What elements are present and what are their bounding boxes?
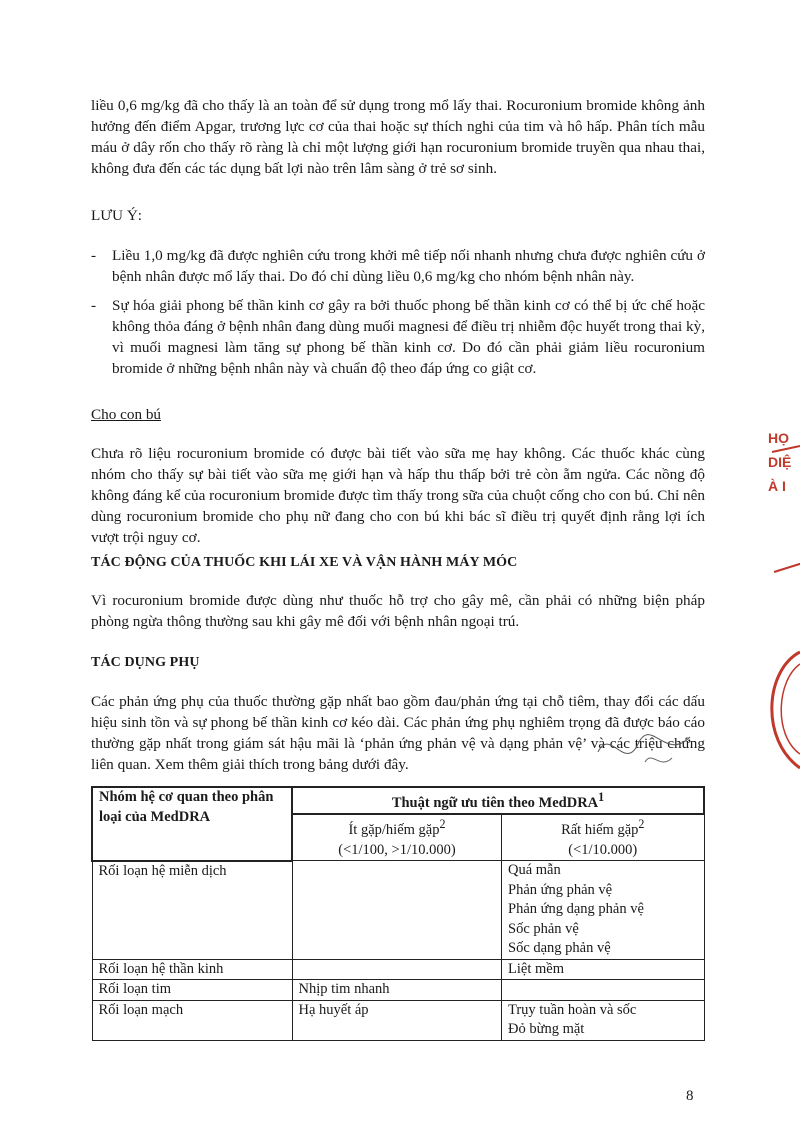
organ-class-cell bbox=[92, 1000, 292, 1040]
reaction-term: Phản ứng phản vệ bbox=[508, 881, 613, 898]
table-row bbox=[92, 980, 704, 1001]
very-rare-header-text: Rất hiếm gặp bbox=[561, 822, 639, 839]
meddra-term-header-text: Thuật ngữ ưu tiên theo MedDRA bbox=[391, 794, 599, 811]
breastfeeding-heading: Cho con bú bbox=[91, 406, 162, 423]
uncommon-cell bbox=[292, 1000, 502, 1040]
reaction-term: Nhịp tim nhanh bbox=[298, 981, 390, 998]
breastfeeding-paragraph: Chưa rõ liệu rocuronium bromide có được bài tiết vào sữa mẹ hay không. Các thuốc khác cùng nhóm cho thấy sự bài tiết vào sữa mẹ giới hạn và hấp thu thấp bởi trẻ còn ẵm ngửa. Các nồng độ không đáng kể của rocuronium bromide được tìm thấy trong sữa của chuột cống cho con bú. Chỉ nên dùng rocuronium bromide cho phụ nữ đang cho con bú khi bác sĩ điều trị quyết định rằng lợi ích vượt trội nguy cơ. bbox=[91, 445, 705, 546]
organ-class-text: Rối loạn hệ miễn dịch bbox=[98, 862, 227, 879]
reaction-term: Liệt mềm bbox=[508, 960, 564, 977]
reaction-term: Sốc dạng phản vệ bbox=[508, 940, 611, 957]
stamp-mark-icon bbox=[770, 444, 800, 454]
dash-bullet-icon: - bbox=[91, 297, 97, 314]
stamp-mark-icon bbox=[772, 560, 800, 574]
organ-class-cell bbox=[92, 959, 292, 980]
reaction-term: Quá mẫn bbox=[508, 862, 561, 879]
driving-paragraph: Vì rocuronium bromide được dùng như thuốc hỗ trợ cho gây mê, cần phải có những biện pháp phòng ngừa thông thường sau khi gây mê đối với bệnh nhân ngoại trú. bbox=[91, 592, 705, 630]
uncommon-cell bbox=[292, 861, 502, 960]
very-rare-cell bbox=[502, 1000, 705, 1040]
dash-bullet-icon: - bbox=[91, 247, 97, 264]
organ-class-header bbox=[92, 787, 292, 861]
adverse-reactions-table bbox=[91, 786, 705, 1041]
stamp-arc-icon bbox=[755, 650, 800, 770]
side-effects-paragraph: Các phản ứng phụ của thuốc thường gặp nhất bao gồm đau/phản ứng tại chỗ tiêm, thay đổi các dấu hiệu sinh tồn và sự phong bế thần kinh cơ kéo dài. Các phản ứng phụ nghiêm trọng đã được báo cáo thường gặp nhất trong giám sát hậu mãi là ‘phản ứng phản vệ và dạng phản vệ’ và các triệu chứng liên quan. Xem thêm giải thích trong bảng dưới đây. bbox=[91, 693, 705, 773]
intro-paragraph: liều 0,6 mg/kg đã cho thấy là an toàn để sử dụng trong mổ lấy thai. Rocuronium bromide không ảnh hưởng đến điểm Apgar, trương lực cơ của thai hoặc sự thích nghi của tim và hô hấp. Phân tích mẫu máu ở dây rốn cho thấy rõ ràng là chỉ một lượng giới hạn rocuronium bromide truyền qua nhau thai, không đưa đến các tác dụng bất lợi nào trên lâm sàng ở trẻ sơ sinh. bbox=[91, 97, 705, 177]
side-effects-heading: TÁC DỤNG PHỤ bbox=[91, 655, 200, 670]
very-rare-header bbox=[502, 814, 705, 860]
reaction-term: Sốc phản vệ bbox=[508, 920, 579, 937]
table-body bbox=[92, 861, 704, 1041]
organ-class-text: Rối loạn tim bbox=[98, 981, 171, 998]
footnote-marker: 2 bbox=[638, 817, 645, 832]
page-number: 8 bbox=[686, 1088, 694, 1104]
driving-heading: TÁC ĐỘNG CỦA THUỐC KHI LÁI XE VÀ VẬN HÀNH MÁY MÓC bbox=[91, 555, 518, 570]
organ-class-text: Rối loạn hệ thần kinh bbox=[98, 960, 224, 977]
table-header-row bbox=[92, 787, 704, 814]
uncommon-header-text: Ít gặp/hiếm gặp bbox=[348, 822, 440, 839]
uncommon-cell bbox=[292, 980, 502, 1001]
reaction-term: Hạ huyết áp bbox=[298, 1001, 369, 1018]
signature-scribble-icon bbox=[590, 722, 700, 777]
organ-class-text: Rối loạn mạch bbox=[98, 1001, 184, 1018]
note-text: Liều 1,0 mg/kg đã được nghiên cứu trong khởi mê tiếp nối nhanh nhưng chưa được nghiên cứu ở bệnh nhân được mổ lấy thai. Do đó chỉ dùng liều 0,6 mg/kg cho nhóm bệnh nhân này. bbox=[112, 247, 705, 285]
footnote-marker: 1 bbox=[598, 790, 605, 804]
reaction-term: Trụy tuần hoàn và sốc bbox=[508, 1001, 637, 1018]
stamp-text: DIỆ bbox=[768, 454, 792, 470]
reaction-term: Phản ứng dạng phản vệ bbox=[508, 901, 644, 918]
note-item bbox=[91, 245, 705, 287]
reaction-term: Đỏ bừng mặt bbox=[508, 1021, 585, 1038]
uncommon-header bbox=[292, 814, 502, 860]
very-rare-cell bbox=[502, 959, 705, 980]
organ-class-cell bbox=[92, 861, 292, 960]
stamp-text: À I bbox=[768, 478, 786, 494]
notes-list bbox=[91, 245, 705, 387]
table-row bbox=[92, 861, 704, 960]
uncommon-range: (<1/100, >1/10.000) bbox=[338, 841, 456, 858]
table-row bbox=[92, 1000, 704, 1040]
uncommon-cell bbox=[292, 959, 502, 980]
very-rare-range: (<1/10.000) bbox=[568, 841, 638, 858]
organ-class-header-text: Nhóm hệ cơ quan theo phân loại của MedDRA bbox=[99, 789, 274, 825]
note-item bbox=[91, 295, 705, 379]
footnote-marker: 2 bbox=[439, 817, 446, 832]
meddra-term-header bbox=[292, 787, 704, 814]
very-rare-cell bbox=[502, 861, 705, 960]
note-text: Sự hóa giải phong bế thần kinh cơ gây ra bởi thuốc phong bế thần kinh cơ có thể bị ức chế hoặc không thỏa đáng ở bệnh nhân đang dùng muối magnesi để điều trị nhiễm độc huyết trong thai kỳ, vì muối magnesi làm tăng sự phong bế thần kinh cơ. Do đó cần phải giảm liều rocuronium bromide ở những bệnh nhân này và chuẩn độ theo đáp ứng co giật cơ. bbox=[112, 297, 705, 377]
very-rare-cell bbox=[502, 980, 705, 1001]
note-heading: LƯU Ý: bbox=[91, 207, 143, 224]
organ-class-cell bbox=[92, 980, 292, 1001]
table-row bbox=[92, 959, 704, 980]
stamp-text: HỌ bbox=[768, 430, 789, 446]
